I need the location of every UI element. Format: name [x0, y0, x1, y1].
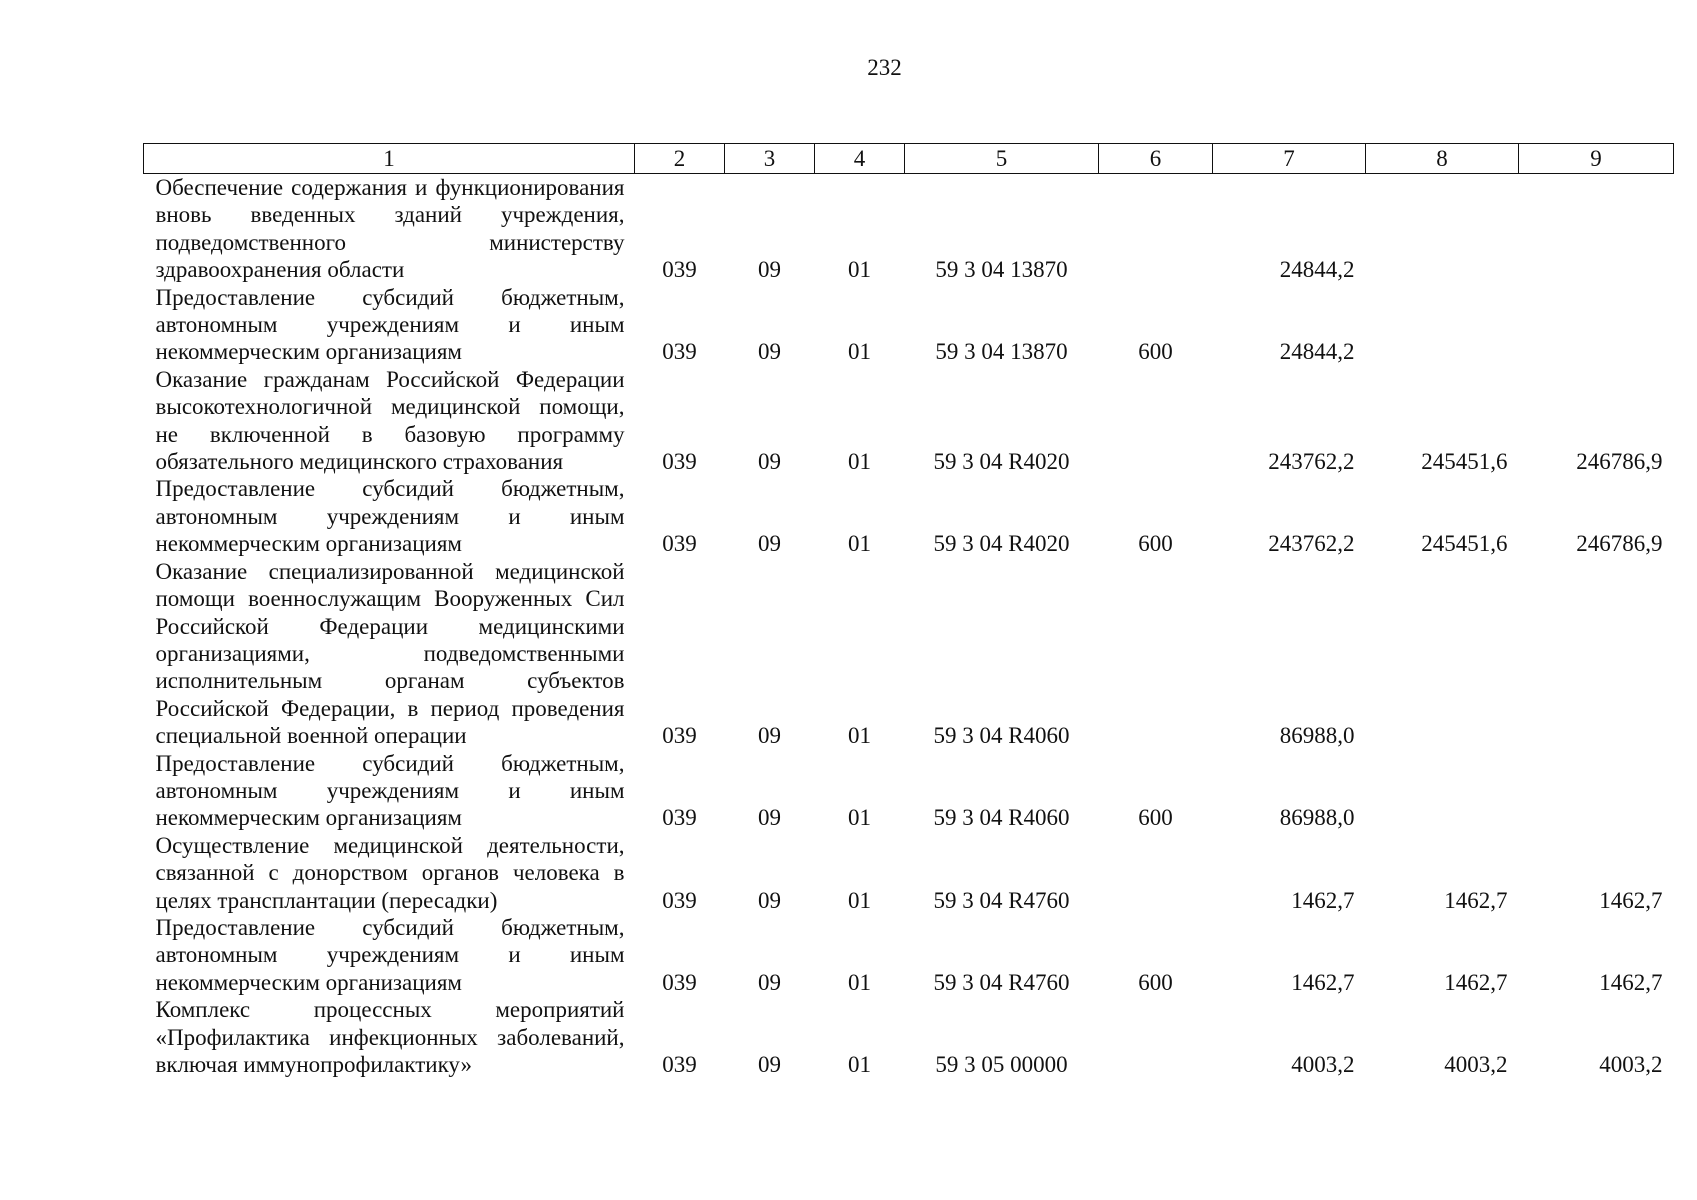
table-body — [144, 174, 1674, 1079]
row-csr: 59 3 04 R4060 — [933, 805, 1070, 831]
row-pr: 01 — [848, 723, 871, 749]
row-amount-7: 86988,0 — [1279, 805, 1355, 831]
row-amount-7: 1462,7 — [1291, 969, 1355, 995]
row-amount-9: 246786,9 — [1576, 449, 1663, 475]
row-pr: 01 — [848, 887, 871, 913]
row-rz: 09 — [758, 531, 781, 557]
row-amount-8: 245451,6 — [1421, 449, 1508, 475]
row-gr: 039 — [662, 723, 697, 749]
row-name: Обеспечение содержания и функционирования вновь введенных зданий учреждения, подведомственного министерству здравоохранения области — [155, 175, 625, 283]
row-name: Комплекс процессных мероприятий «Профилактика инфекционных заболеваний, включая иммунопрофилактику» — [155, 997, 625, 1077]
row-amount-9 — [1519, 284, 1674, 366]
row-gr: 039 — [662, 449, 697, 475]
row-vr: 600 — [1138, 339, 1173, 365]
column-header-5: 5 — [905, 144, 1099, 174]
row-name: Предоставление субсидий бюджетным, автономным учреждениям и иным некоммерческим организациям — [155, 284, 625, 365]
row-amount-9 — [1519, 750, 1674, 832]
row-pr: 01 — [848, 1052, 871, 1077]
row-amount-7: 1462,7 — [1291, 887, 1355, 913]
table-row — [144, 366, 1674, 476]
row-csr: 59 3 04 R4760 — [933, 969, 1070, 995]
column-header-8: 8 — [1366, 144, 1519, 174]
column-header-2: 2 — [635, 144, 725, 174]
row-amount-8: 1462,7 — [1444, 887, 1508, 913]
table-row — [144, 284, 1674, 366]
row-csr: 59 3 04 R4060 — [933, 723, 1070, 749]
row-gr: 039 — [662, 887, 697, 913]
table-row — [144, 914, 1674, 996]
row-rz: 09 — [758, 257, 781, 283]
table-row — [144, 558, 1674, 750]
row-amount-8: 4003,2 — [1444, 1052, 1508, 1077]
row-amount-8: 1462,7 — [1444, 969, 1508, 995]
row-name: Оказание гражданам Российской Федерации высокотехнологичной медицинской помощи, не включенной в базовую программу обязательного медицинского страхования — [155, 366, 625, 475]
table-header — [144, 144, 1674, 174]
row-gr: 039 — [662, 531, 697, 557]
row-amount-9: 4003,2 — [1599, 1052, 1663, 1077]
row-amount-9: 246786,9 — [1576, 531, 1663, 557]
row-amount-7: 243762,2 — [1268, 449, 1355, 475]
row-rz: 09 — [758, 887, 781, 913]
row-gr: 039 — [662, 969, 697, 995]
row-amount-8 — [1366, 284, 1519, 366]
row-csr: 59 3 04 13870 — [935, 339, 1068, 365]
column-header-9: 9 — [1519, 144, 1674, 174]
row-amount-7: 86988,0 — [1279, 723, 1355, 749]
row-vr — [1099, 558, 1213, 750]
row-name: Оказание специализированной медицинской помощи военнослужащим Вооруженных Сил Российской Федерации медицинскими организациями, подведомственными исполнительным органам субъектов Российской Федерации, в период проведения специальной военной операции — [155, 558, 625, 749]
row-amount-7: 4003,2 — [1291, 1052, 1355, 1077]
row-name: Предоставление субсидий бюджетным, автономным учреждениям и иным некоммерческим организациям — [155, 476, 625, 557]
column-header-7: 7 — [1213, 144, 1366, 174]
page-number: 232 — [867, 55, 902, 80]
row-vr — [1099, 174, 1213, 284]
row-amount-7: 243762,2 — [1268, 531, 1355, 557]
row-csr: 59 3 04 13870 — [935, 257, 1068, 283]
row-pr: 01 — [848, 339, 871, 365]
row-pr: 01 — [848, 449, 871, 475]
table-row — [144, 832, 1674, 914]
column-header-1: 1 — [144, 144, 635, 174]
column-header-3: 3 — [725, 144, 815, 174]
column-header-6: 6 — [1099, 144, 1213, 174]
row-vr: 600 — [1138, 969, 1173, 995]
row-amount-7: 24844,2 — [1279, 339, 1355, 365]
row-gr: 039 — [662, 805, 697, 831]
row-pr: 01 — [848, 531, 871, 557]
row-vr — [1099, 996, 1213, 1078]
row-csr: 59 3 04 R4020 — [933, 449, 1070, 475]
row-vr: 600 — [1138, 805, 1173, 831]
row-amount-8 — [1366, 750, 1519, 832]
row-csr: 59 3 04 R4020 — [933, 531, 1070, 557]
row-name: Предоставление субсидий бюджетным, автономным учреждениям и иным некоммерческим организациям — [155, 914, 625, 995]
row-pr: 01 — [848, 805, 871, 831]
budget-table — [143, 143, 1674, 1078]
row-amount-8: 245451,6 — [1421, 531, 1508, 557]
row-pr: 01 — [848, 969, 871, 995]
row-csr: 59 3 05 00000 — [935, 1052, 1068, 1077]
row-amount-9 — [1519, 174, 1674, 284]
header-row — [144, 144, 1674, 174]
row-vr — [1099, 832, 1213, 914]
row-amount-8 — [1366, 558, 1519, 750]
table-row — [144, 475, 1674, 557]
row-vr — [1099, 366, 1213, 476]
row-gr: 039 — [662, 339, 697, 365]
row-amount-8 — [1366, 174, 1519, 284]
row-amount-9: 1462,7 — [1599, 969, 1663, 995]
row-gr: 039 — [662, 1052, 697, 1077]
table-row — [144, 996, 1674, 1078]
row-amount-9: 1462,7 — [1599, 887, 1663, 913]
row-rz: 09 — [758, 449, 781, 475]
row-rz: 09 — [758, 339, 781, 365]
row-rz: 09 — [758, 969, 781, 995]
row-pr: 01 — [848, 257, 871, 283]
row-amount-9 — [1519, 558, 1674, 750]
table-row — [144, 750, 1674, 832]
row-amount-7: 24844,2 — [1279, 257, 1355, 283]
table-row — [144, 174, 1674, 284]
row-name: Осуществление медицинской деятельности, связанной с донорством органов человека в целях трансплантации (пересадки) — [155, 832, 625, 913]
row-csr: 59 3 04 R4760 — [933, 887, 1070, 913]
row-gr: 039 — [662, 257, 697, 283]
column-header-4: 4 — [815, 144, 905, 174]
row-name: Предоставление субсидий бюджетным, автономным учреждениям и иным некоммерческим организациям — [155, 750, 625, 831]
row-rz: 09 — [758, 805, 781, 831]
row-rz: 09 — [758, 1052, 781, 1077]
row-vr: 600 — [1138, 531, 1173, 557]
row-rz: 09 — [758, 723, 781, 749]
